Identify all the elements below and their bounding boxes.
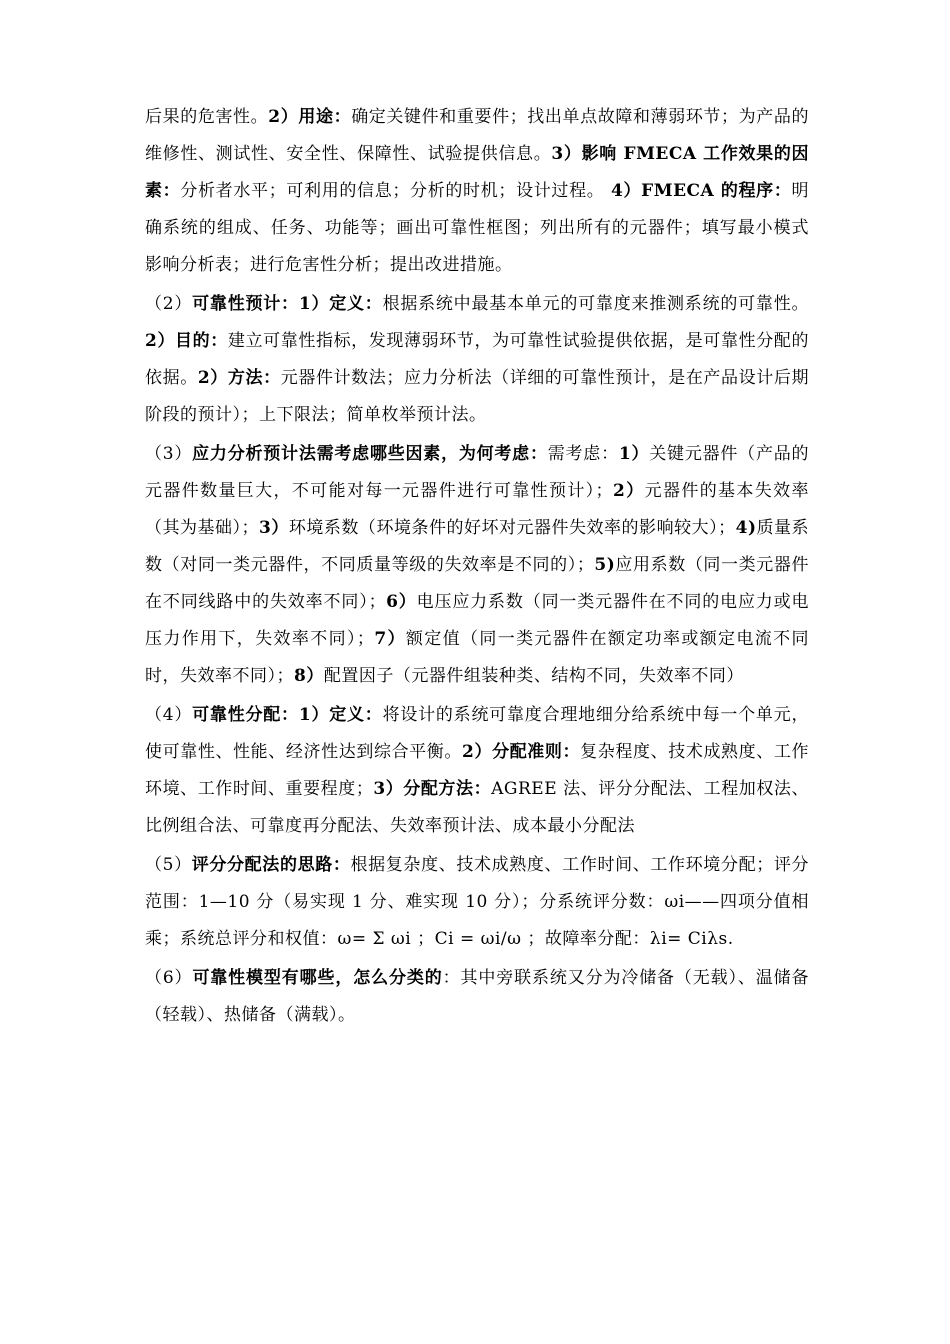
text-segment: 复杂程度、技术成熟度、工作环境、工作时间、重要程度； — [145, 742, 810, 799]
text-segment: 分析者水平；可利用的信息；分析的时机；设计过程。 — [180, 181, 605, 201]
text-segment: 明确系统的组成、任务、功能等；画出可靠性框图；列出所有的元器件；填写最小模式影响分析表；进行危害性分析；提出改进措施。 — [145, 181, 810, 275]
bold-heading: 2）目的： — [145, 331, 228, 351]
text-segment: 额定值（同一类元器件在额定功率或额定电流不同时，失效率不同）； — [145, 629, 809, 686]
bold-number: 1） — [618, 444, 650, 464]
item-number: （3） — [145, 444, 193, 464]
item-number: （5） — [145, 855, 192, 875]
bold-heading: 4）FMECA 的程序： — [604, 181, 792, 201]
bold-heading: 2）分配准则： — [462, 742, 581, 762]
text-segment: 需考虑： — [547, 444, 619, 464]
paragraph-fmeca — [145, 99, 809, 284]
text-segment: 元器件计数法；应力分析法（详细的可靠性预计，是在产品设计后期阶段的预计）；上下限法；简单枚举预计法。 — [145, 368, 809, 425]
paragraph-stress-analysis — [145, 436, 809, 695]
text-segment: 根据复杂度、技术成熟度、工作时间、工作环境分配；评分范围：1—10 分（易实现 1 分、难实现 10 分）；分系统评分数：ωi——四项分值相乘；系统总评分和权值：ω= Σ ωi ；Ci = ωi/ω ；故障率分配：λi= Ciλs. — [145, 855, 810, 949]
bold-number: 2） — [613, 481, 645, 501]
bold-heading: 可靠性模型有哪些，怎么分类的 — [192, 968, 443, 988]
text-segment: 环境系数（环境条件的好坏对元器件失效率的影响较大）； — [288, 518, 736, 538]
text-segment: 应用系数（同一类元器件在不同线路中的失效率不同）； — [145, 555, 810, 612]
bold-number: 3） — [259, 518, 289, 538]
item-number: （6） — [145, 968, 193, 988]
bold-number: 4) — [735, 518, 757, 538]
document-page — [145, 99, 809, 1034]
bold-number: 7） — [374, 629, 406, 649]
bold-heading: 3）影响 FMECA 工作效果的因素： — [145, 144, 810, 201]
item-number: （4） — [145, 705, 193, 725]
text-segment: ：其中旁联系统又分为冷储备（无载）、温储备（轻载）、热储备（满载）。 — [145, 968, 810, 1025]
text-segment: 电压应力系数（同一类元器件在不同的电应力或电压力作用下，失效率不同）； — [145, 592, 810, 649]
paragraph-scoring-allocation — [145, 847, 809, 958]
bold-number: 5) — [594, 555, 616, 575]
paragraph-reliability-models — [145, 960, 809, 1034]
bold-heading: 评分分配法的思路： — [191, 855, 351, 875]
paragraph-reliability-allocation — [145, 697, 809, 845]
text-segment: 元器件的基本失效率（其为基础）； — [145, 481, 810, 538]
text-segment: 建立可靠性指标，发现薄弱环节，为可靠性试验提供依据，是可靠性分配的依据。 — [145, 331, 809, 388]
bold-heading: 应力分析预计法需考虑哪些因素，为何考虑： — [192, 444, 548, 464]
bold-heading: 可靠性预计：1）定义： — [192, 294, 383, 314]
text-segment: 根据系统中最基本单元的可靠度来推测系统的可靠性。 — [382, 294, 809, 314]
bold-heading: 3）分配方法： — [373, 779, 492, 799]
text-segment: 配置因子（元器件组装种类、结构不同，失效率不同） — [323, 666, 744, 686]
bold-number: 8） — [294, 666, 324, 686]
text-segment: 确定关键件和重要件；找出单点故障和薄弱环节；为产品的维修性、测试性、安全性、保障性、试验提供信息。 — [145, 107, 809, 164]
bold-number: 6） — [386, 592, 417, 612]
text-segment: AGREE 法、评分分配法、工程加权法、比例组合法、可靠度再分配法、失效率预计法、成本最小分配法 — [145, 779, 809, 836]
bold-heading: 2）用途： — [268, 107, 352, 127]
paragraph-reliability-prediction — [145, 286, 809, 434]
text-segment: 将设计的系统可靠度合理地细分给系统中每一个单元，使可靠性、性能、经济性达到综合平衡。 — [145, 705, 809, 762]
bold-heading: 2）方法： — [197, 368, 281, 388]
text-segment: 质量系数（对同一类元器件，不同质量等级的失效率是不同的）； — [145, 518, 810, 575]
item-number: （2） — [145, 294, 193, 314]
text-segment: 关键元器件（产品的元器件数量巨大，不可能对每一元器件进行可靠性预计）； — [145, 444, 809, 501]
bold-heading: 可靠性分配：1）定义： — [192, 705, 383, 725]
text-segment: 后果的危害性。 — [145, 107, 269, 127]
